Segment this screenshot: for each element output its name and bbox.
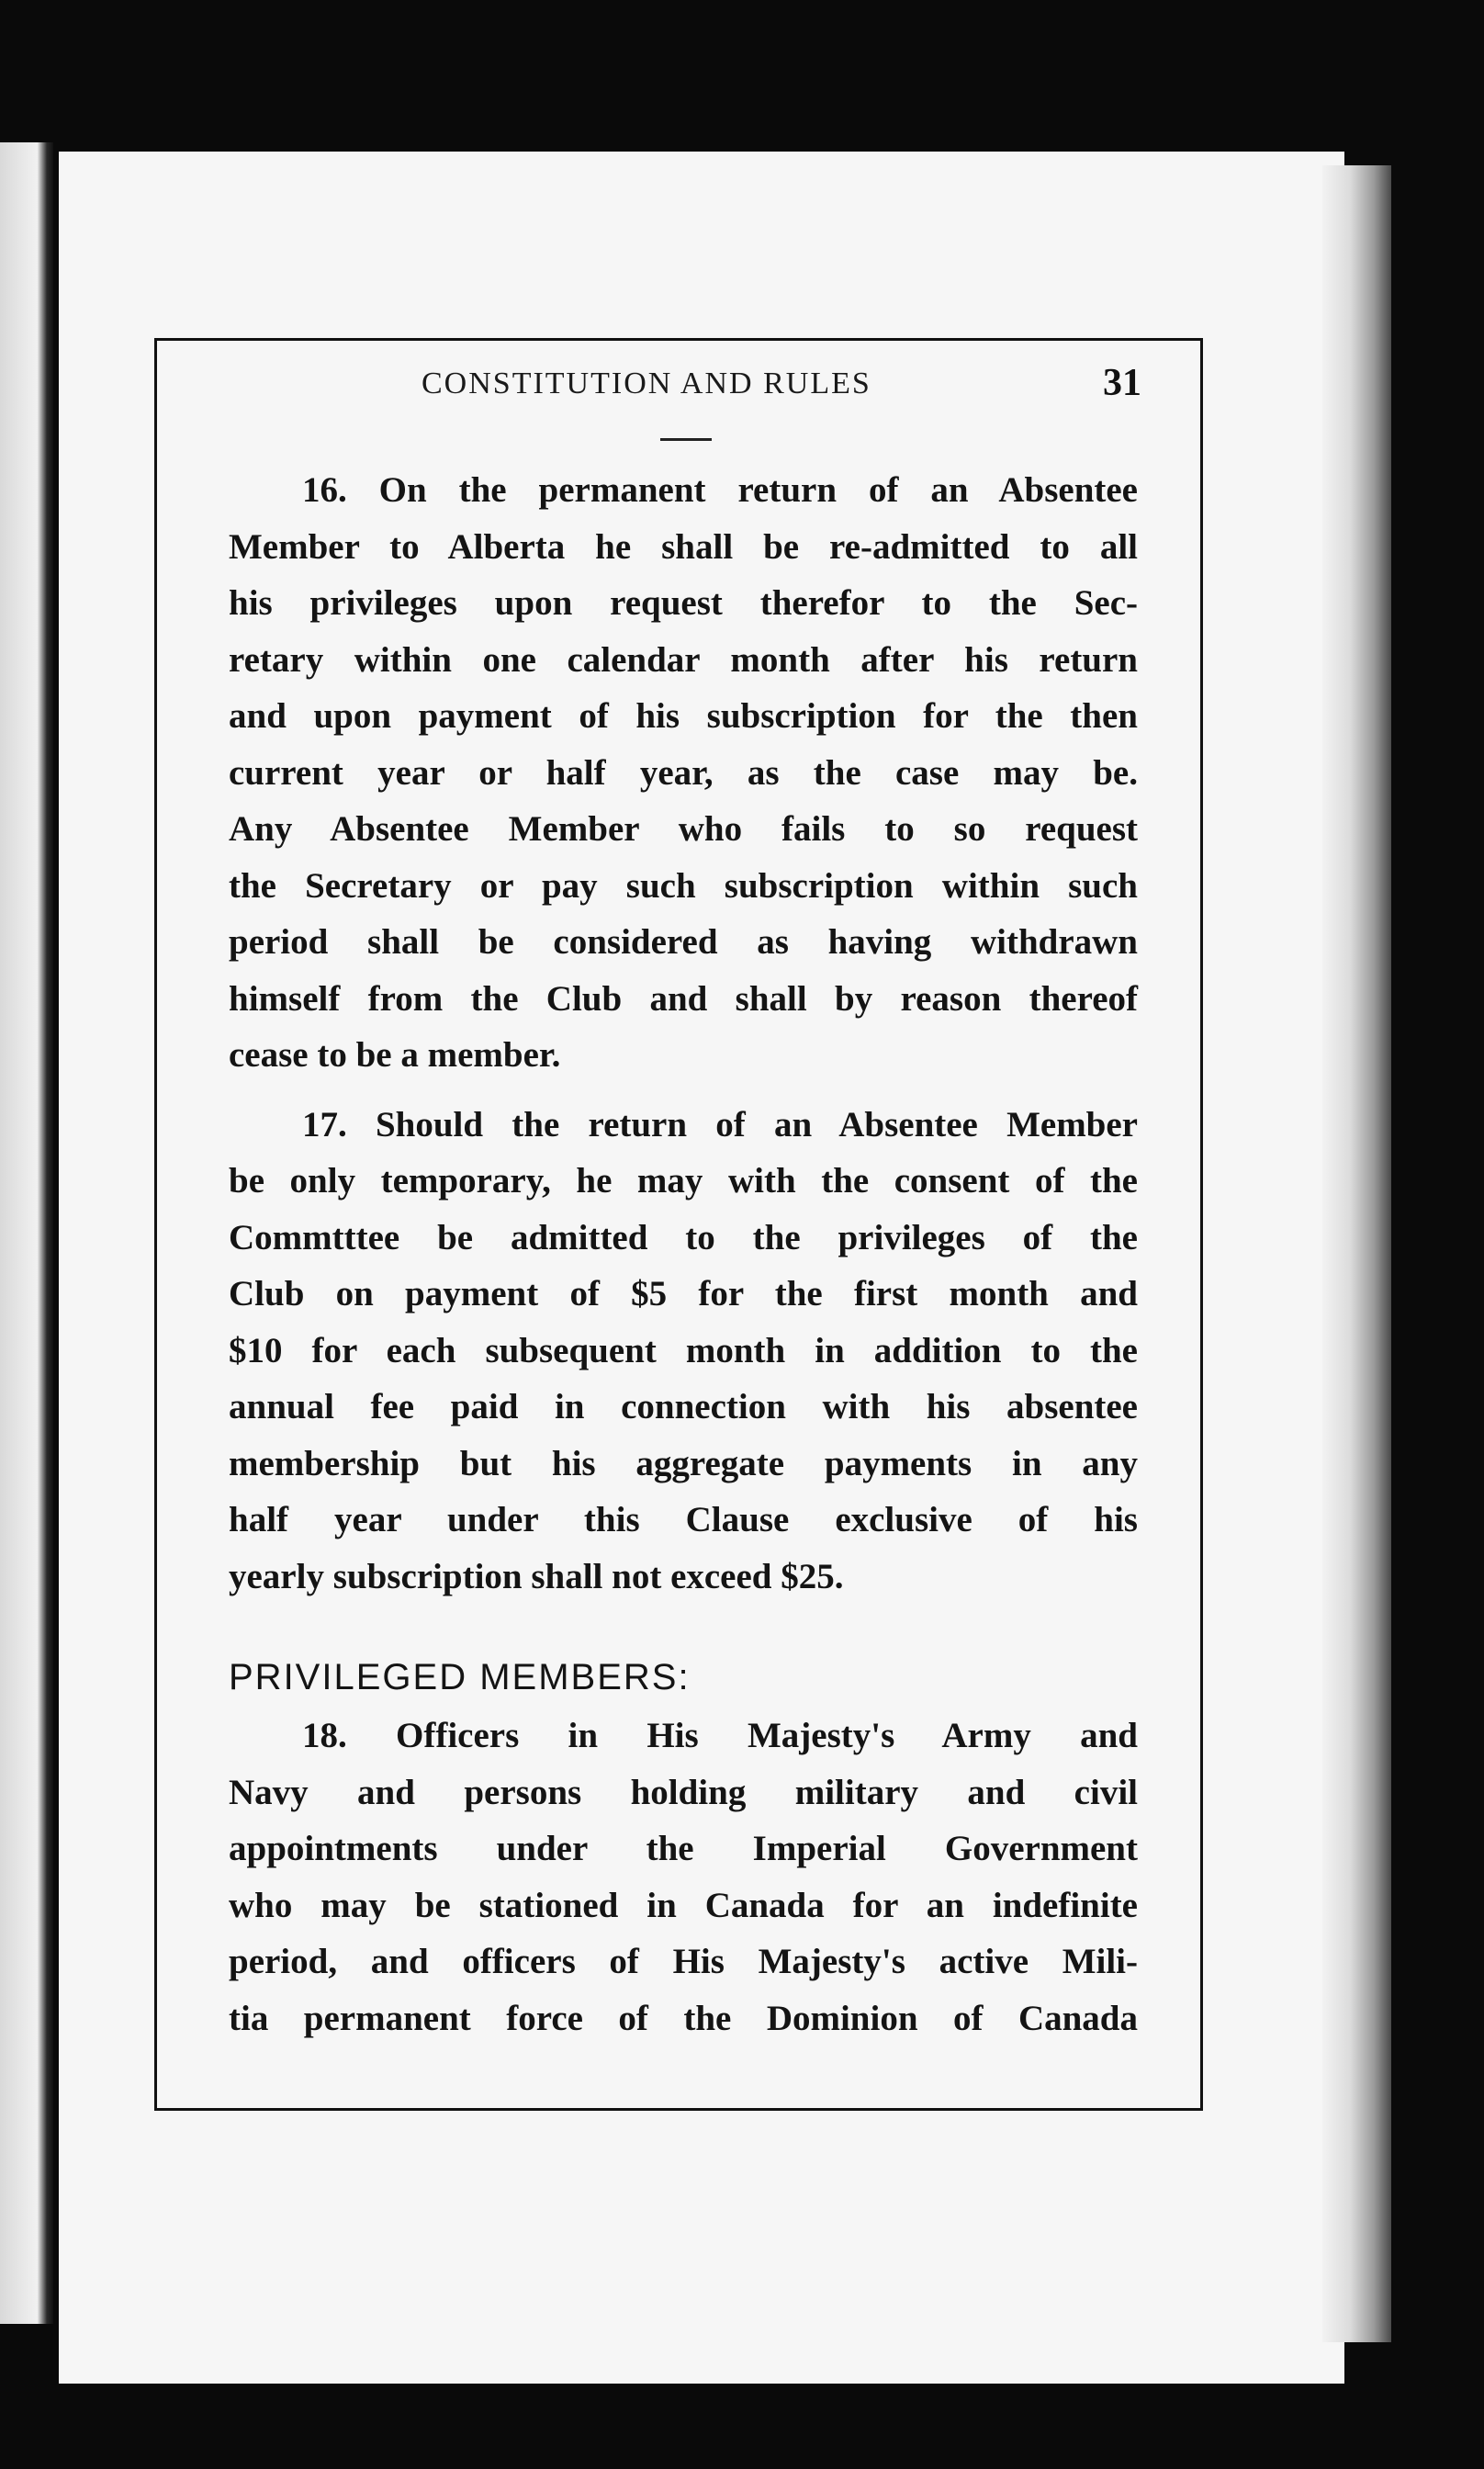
text-line: retary within one calendar month after his return	[229, 639, 1138, 680]
text-frame	[154, 338, 1203, 2111]
paragraph-18	[229, 1708, 1138, 2046]
text-line: himself from the Club and shall by reason thereof	[229, 978, 1138, 1019]
paragraph-16	[229, 462, 1138, 1084]
text-line: tia permanent force of the Dominion of Canada	[229, 1998, 1138, 2038]
text-line: half year under this Clause exclusive of his	[229, 1500, 1138, 1539]
text-line: appointments under the Imperial Government	[229, 1829, 1138, 1868]
text-line: Navy and persons holding military and civil	[229, 1772, 1138, 1812]
text-line: 16. On the permanent return of an Absentee	[302, 470, 1138, 510]
text-line: who may be stationed in Canada for an indefinite	[229, 1885, 1138, 1925]
text-line: yearly subscription shall not exceed $25.	[229, 1556, 844, 1596]
left-page-edge	[0, 142, 53, 2324]
text-line: annual fee paid in connection with his absentee	[229, 1387, 1138, 1426]
text-line: Club on payment of $5 for the first month and	[229, 1274, 1138, 1313]
text-line: the Secretary or pay such subscription within such	[229, 865, 1138, 906]
text-line: 17. Should the return of an Absentee Member	[302, 1104, 1138, 1144]
section-heading-privileged-members: PRIVILEGED MEMBERS:	[229, 1657, 691, 1697]
running-head: CONSTITUTION AND RULES	[422, 366, 871, 400]
body-text	[229, 462, 1138, 2046]
text-line: 18. Officers in His Majesty's Army and	[302, 1716, 1138, 1755]
text-line: Any Absentee Member who fails to so request	[229, 809, 1138, 849]
page-number: 31	[1103, 362, 1141, 404]
text-line: current year or half year, as the case may be.	[229, 752, 1138, 793]
paragraph-17	[229, 1097, 1138, 1606]
text-line: be only temporary, he may with the consent of the	[229, 1161, 1138, 1201]
text-line: $10 for each subsequent month in addition to the	[229, 1330, 1138, 1370]
text-line: and upon payment of his subscription for the then	[229, 696, 1138, 736]
text-line: Commtttee be admitted to the privileges of the	[229, 1217, 1138, 1257]
right-page-edge	[1322, 165, 1391, 2342]
text-line: his privileges upon request therefor to the Sec-	[229, 583, 1138, 623]
text-line: Member to Alberta he shall be re-admitted to all	[229, 526, 1138, 567]
text-line: cease to be a member.	[229, 1035, 561, 1075]
text-line: period, and officers of His Majesty's active Mili-	[229, 1942, 1138, 1981]
page-header	[157, 361, 1200, 407]
text-line: period shall be considered as having withdrawn	[229, 922, 1138, 962]
text-line: membership but his aggregate payments in any	[229, 1443, 1138, 1483]
header-rule	[660, 438, 712, 441]
